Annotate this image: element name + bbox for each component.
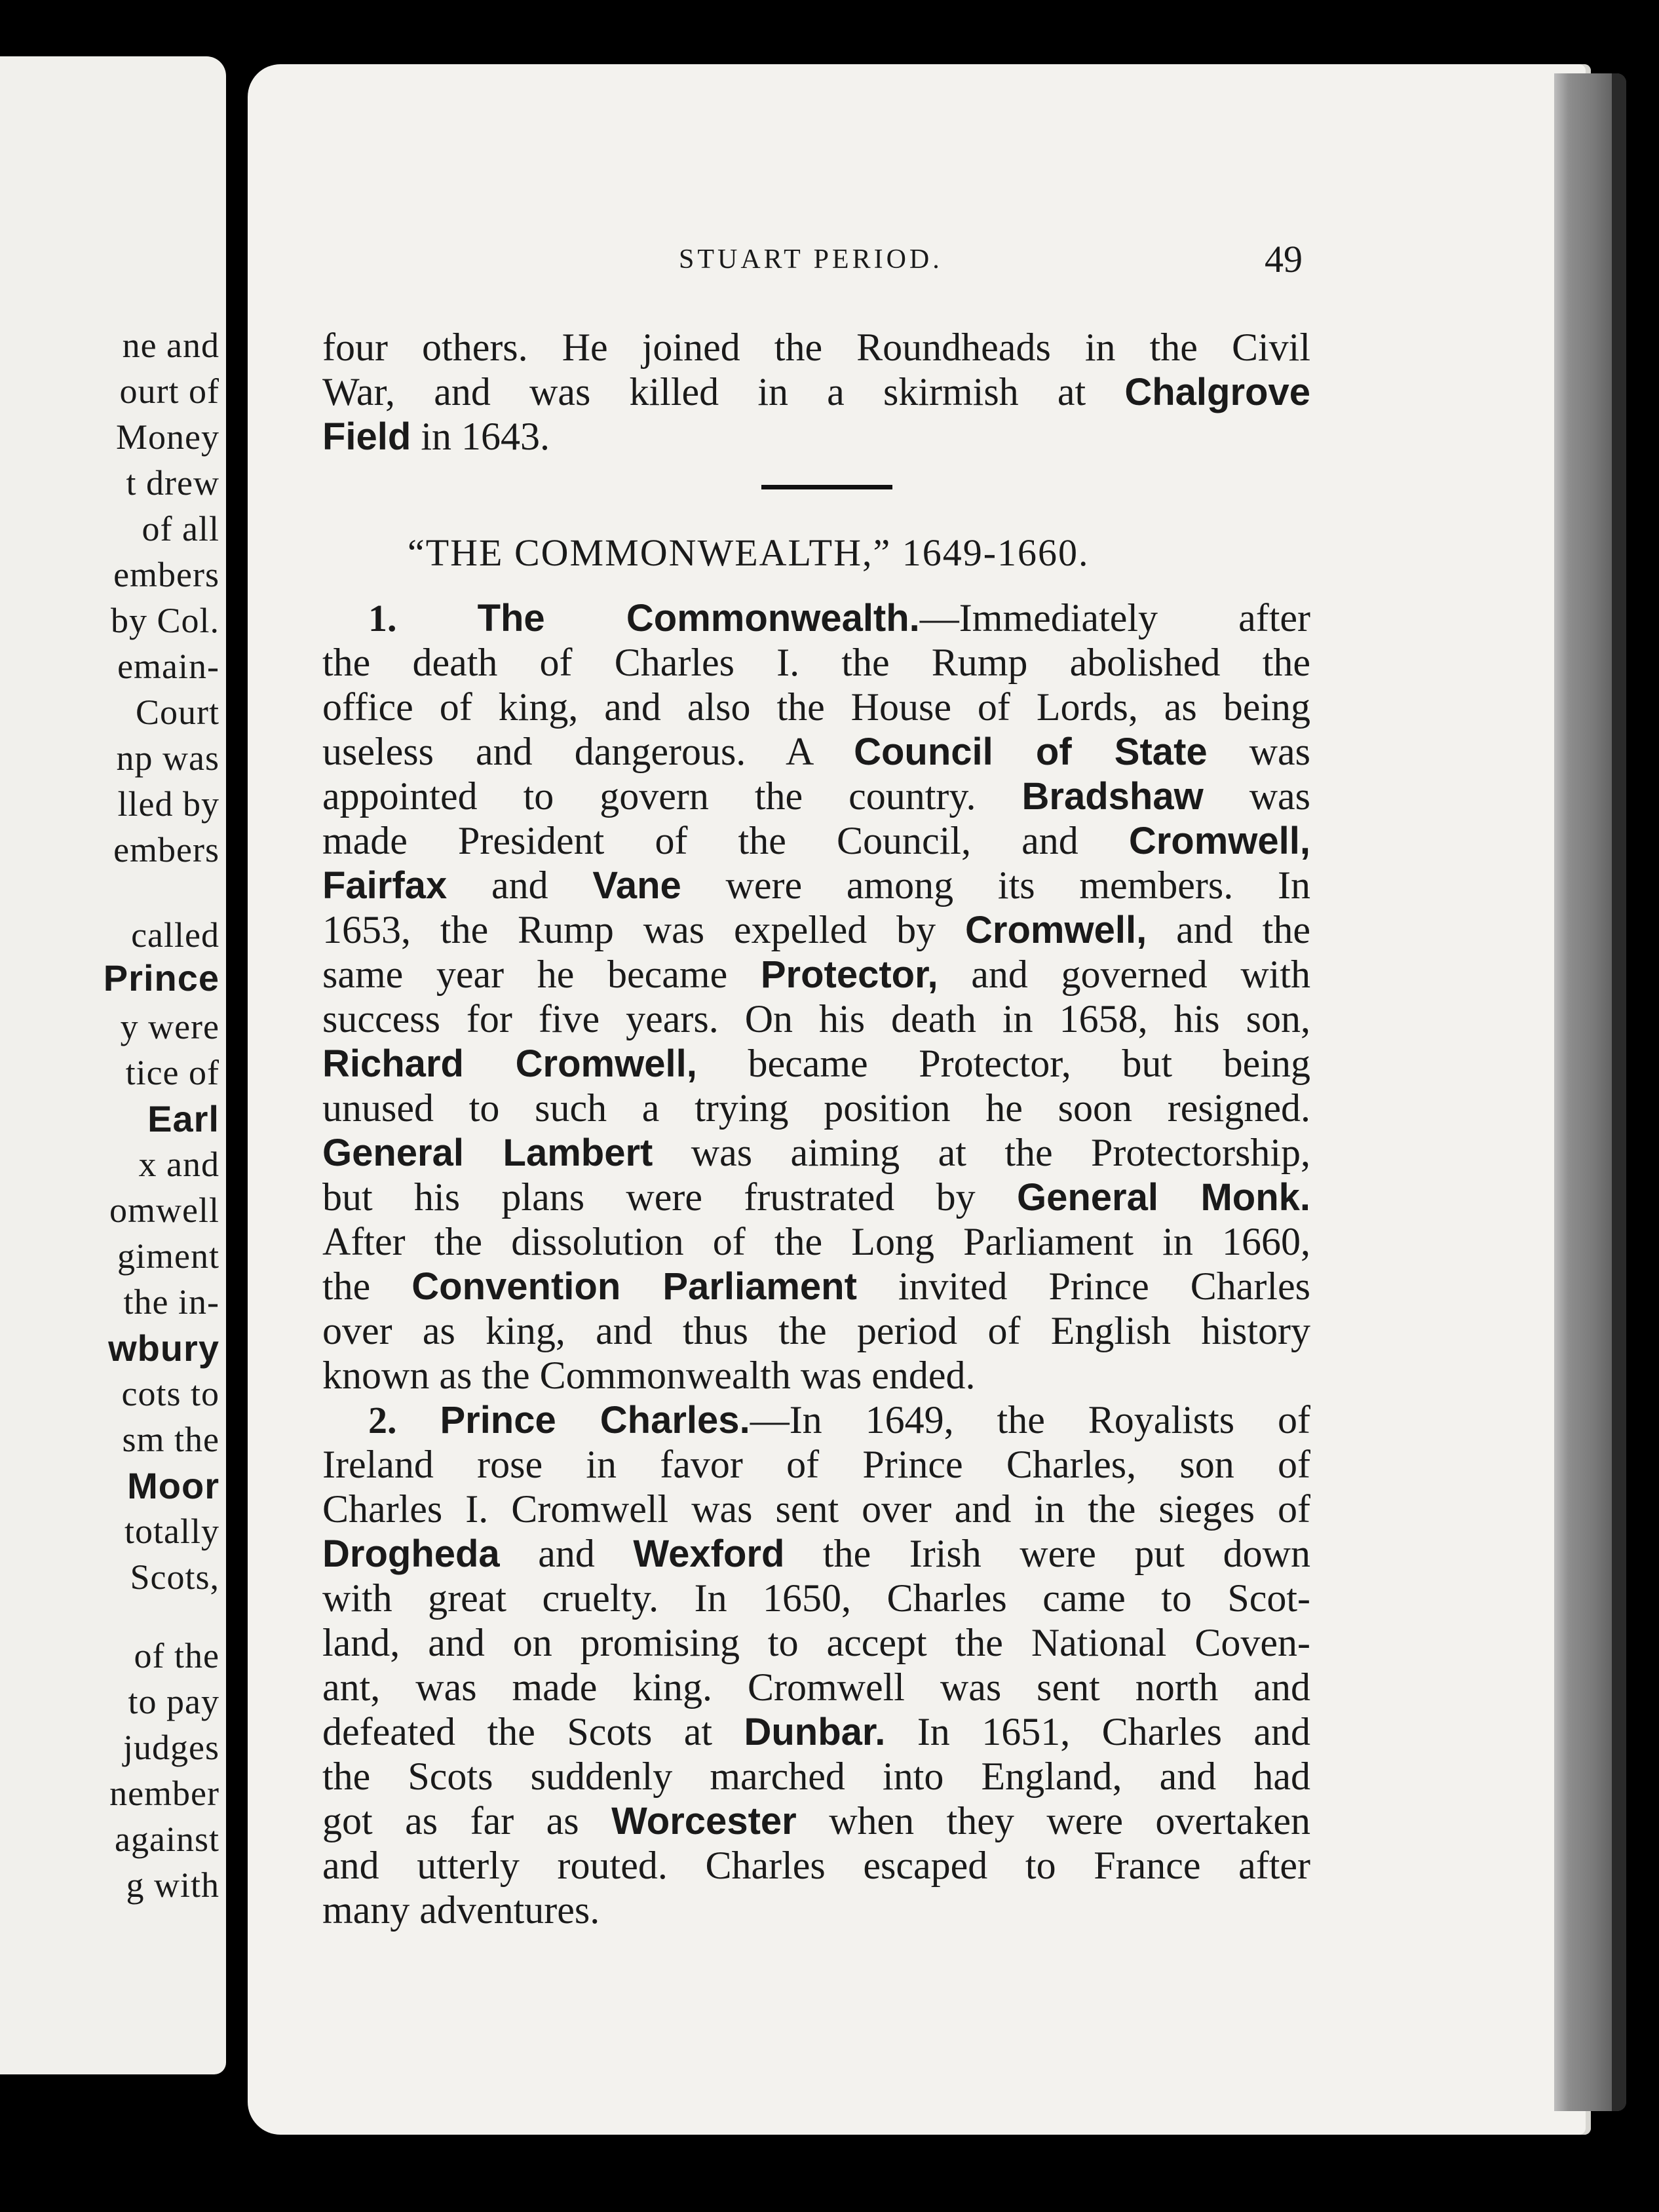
text-line: [322, 325, 1310, 370]
left-page-line: np was: [116, 738, 219, 778]
text-run: made President of the Council, and: [322, 819, 1129, 862]
left-page-line: embers: [113, 830, 219, 869]
text-run: was aiming at the Protectorship,: [653, 1131, 1310, 1174]
text-line: [322, 1487, 1310, 1531]
text-run: got as far as: [322, 1799, 612, 1842]
left-page-line: judges: [123, 1728, 219, 1767]
bold-term: Dunbar.: [744, 1711, 886, 1753]
text-run: the Scots suddenly marched into England, and had: [322, 1755, 1310, 1798]
text-run: unused to such a trying position he soon resigned.: [322, 1086, 1310, 1130]
text-line: [322, 1175, 1310, 1219]
text-line: [322, 1308, 1310, 1353]
text-line: [322, 1754, 1310, 1799]
text-line: [322, 640, 1310, 685]
bold-term: General Monk.: [1016, 1176, 1310, 1219]
bold-term: Fairfax: [322, 864, 448, 907]
left-page-line: Court: [135, 693, 219, 732]
text-run: appointed to govern the country.: [322, 774, 1022, 818]
text-run: but his plans were frustrated by: [322, 1175, 1017, 1219]
left-page-line: Earl: [147, 1098, 219, 1139]
text-run: defeated the Scots at: [322, 1710, 744, 1753]
text-run: with great cruelty. In 1650, Charles came to Scot-: [322, 1576, 1310, 1620]
text-run: useless and dangerous. A: [322, 730, 854, 773]
text-line: [322, 1843, 1310, 1888]
left-page-line: the in-: [123, 1282, 219, 1322]
left-page-line: cots to: [121, 1374, 219, 1413]
text-run: many adventures.: [322, 1888, 600, 1932]
text-line: [322, 1130, 1310, 1175]
bold-term: Council of State: [854, 731, 1208, 773]
left-page-line: Money: [116, 417, 219, 457]
left-page-line: giment: [117, 1236, 219, 1276]
left-page-line: of all: [142, 509, 219, 548]
bold-term: Bradshaw: [1021, 775, 1204, 818]
text-line: [322, 997, 1310, 1041]
text-run: success for five years. On his death in 1658, his son,: [322, 997, 1310, 1040]
bold-term: Chalgrove: [1124, 371, 1310, 413]
left-page-line: omwell: [109, 1191, 219, 1230]
bold-term: Vane: [592, 864, 681, 907]
text-run: office of king, and also the House of Lords, as being: [322, 685, 1310, 729]
page-number: 49: [1265, 238, 1303, 280]
left-page-line: Prince: [103, 957, 219, 999]
text-line: [322, 1353, 1310, 1398]
paragraph-number: 2.: [368, 1399, 397, 1441]
section-divider: [761, 485, 892, 489]
text-run: and the: [1147, 908, 1310, 951]
left-page-line: to pay: [128, 1682, 219, 1721]
text-line: [322, 952, 1310, 997]
left-page-line: t drew: [126, 463, 219, 503]
left-page-line: g with: [126, 1865, 219, 1905]
text-run: four others. He joined the Roundheads in the Civil: [322, 326, 1310, 369]
text-run: was: [1207, 730, 1310, 773]
text-line: [322, 1041, 1310, 1086]
text-line: [322, 1665, 1310, 1709]
text-run: and governed with: [938, 953, 1310, 996]
left-page-line: sm the: [122, 1420, 219, 1459]
text-run: was: [1203, 774, 1310, 818]
section-title: “THE COMMONWEALTH,” 1649-1660.: [408, 531, 1090, 574]
bold-term: Cromwell,: [1128, 820, 1310, 862]
text-run: After the dissolution of the Long Parliament in 1660,: [322, 1220, 1310, 1263]
text-line: [322, 1799, 1310, 1843]
left-page-line: by Col.: [110, 601, 219, 640]
text-run: 1653, the Rump was expelled by: [322, 908, 966, 951]
text-run: became Protector, but being: [696, 1042, 1310, 1085]
left-page-line: wbury: [108, 1327, 219, 1369]
paragraph-number: 1.: [368, 597, 397, 639]
left-page-line: Moor: [127, 1465, 219, 1506]
text-run: land, and on promising to accept the National Coven-: [322, 1621, 1310, 1664]
bold-term: Worcester: [611, 1800, 797, 1842]
page-text: [322, 325, 1310, 1932]
text-run: the Irish were put down: [784, 1532, 1310, 1575]
left-page-line: lled by: [117, 784, 219, 824]
text-line: [322, 818, 1310, 863]
left-page-line: of the: [134, 1636, 219, 1675]
text-line: [322, 1086, 1310, 1130]
left-page-line: y were: [120, 1007, 219, 1046]
text-run: invited Prince Charles: [856, 1265, 1310, 1308]
bold-term: Drogheda: [322, 1533, 500, 1575]
text-line: [322, 1264, 1310, 1308]
left-page-line: totally: [124, 1512, 219, 1551]
text-run: over as king, and thus the period of English history: [322, 1309, 1310, 1352]
bold-term: General Lambert: [322, 1132, 653, 1174]
text-run: the: [322, 1265, 412, 1308]
left-page-line: x and: [138, 1145, 219, 1184]
left-page-line: Scots,: [130, 1557, 219, 1597]
left-page-line: ne and: [122, 326, 219, 365]
text-run: In 1651, Charles and: [885, 1710, 1310, 1753]
text-run: ant, was made king. Cromwell was sent north and: [322, 1666, 1310, 1709]
text-line: [322, 1531, 1310, 1576]
page-edge: [1554, 73, 1626, 2111]
text-run: Ireland rose in favor of Prince Charles, son of: [322, 1443, 1310, 1486]
text-line: [322, 1576, 1310, 1620]
text-line: [322, 1219, 1310, 1264]
left-page-line: nember: [109, 1774, 219, 1813]
left-page-line: against: [115, 1820, 219, 1859]
left-page-line: embers: [113, 555, 219, 594]
text-line: [322, 774, 1310, 818]
left-page: [0, 56, 226, 2074]
bold-term: Field: [322, 415, 411, 458]
paragraph-1-heading-line: [322, 596, 1310, 640]
text-line: [322, 1442, 1310, 1487]
paragraph-heading: Prince Charles.: [440, 1399, 750, 1441]
paragraph-heading: The Commonwealth.: [477, 597, 920, 639]
text-run: in 1643.: [411, 415, 550, 458]
text-run: the death of Charles I. the Rump abolished the: [322, 641, 1310, 684]
bold-term: Convention Parliament: [411, 1265, 857, 1308]
text-line: [322, 1620, 1310, 1665]
bold-term: Protector,: [760, 953, 938, 996]
left-page-line: ourt of: [119, 372, 219, 411]
text-run: and utterly routed. Charles escaped to France after: [322, 1844, 1310, 1887]
text-run: —In 1649, the Royalists of: [750, 1398, 1310, 1441]
text-run: War, and was killed in a skirmish at: [322, 370, 1125, 413]
text-run: Charles I. Cromwell was sent over and in the sieges of: [322, 1487, 1310, 1531]
text-run: —Immediately after: [919, 596, 1310, 639]
text-run: same year he became: [322, 953, 761, 996]
left-page-line: emain-: [117, 647, 219, 686]
text-run: were among its members. In: [681, 864, 1310, 907]
paragraph-2-heading-line: [322, 1398, 1310, 1442]
text-line: [322, 414, 1310, 459]
text-line: [322, 907, 1310, 952]
left-page-line: called: [131, 915, 219, 955]
text-line: [322, 1888, 1310, 1932]
text-run: and: [447, 864, 593, 907]
text-line: [322, 729, 1310, 774]
bold-term: Richard Cromwell,: [322, 1042, 697, 1085]
text-run: and: [499, 1532, 634, 1575]
text-line: [322, 863, 1310, 907]
bold-term: Cromwell,: [965, 909, 1147, 951]
text-line: [322, 370, 1310, 414]
running-title: STUART PERIOD.: [679, 244, 943, 275]
bold-term: Wexford: [633, 1533, 785, 1575]
text-run: known as the Commonwealth was ended.: [322, 1354, 976, 1397]
text-line: [322, 1709, 1310, 1754]
left-page-line: tice of: [125, 1053, 219, 1092]
text-line: [322, 685, 1310, 729]
text-run: when they were overtaken: [796, 1799, 1310, 1842]
